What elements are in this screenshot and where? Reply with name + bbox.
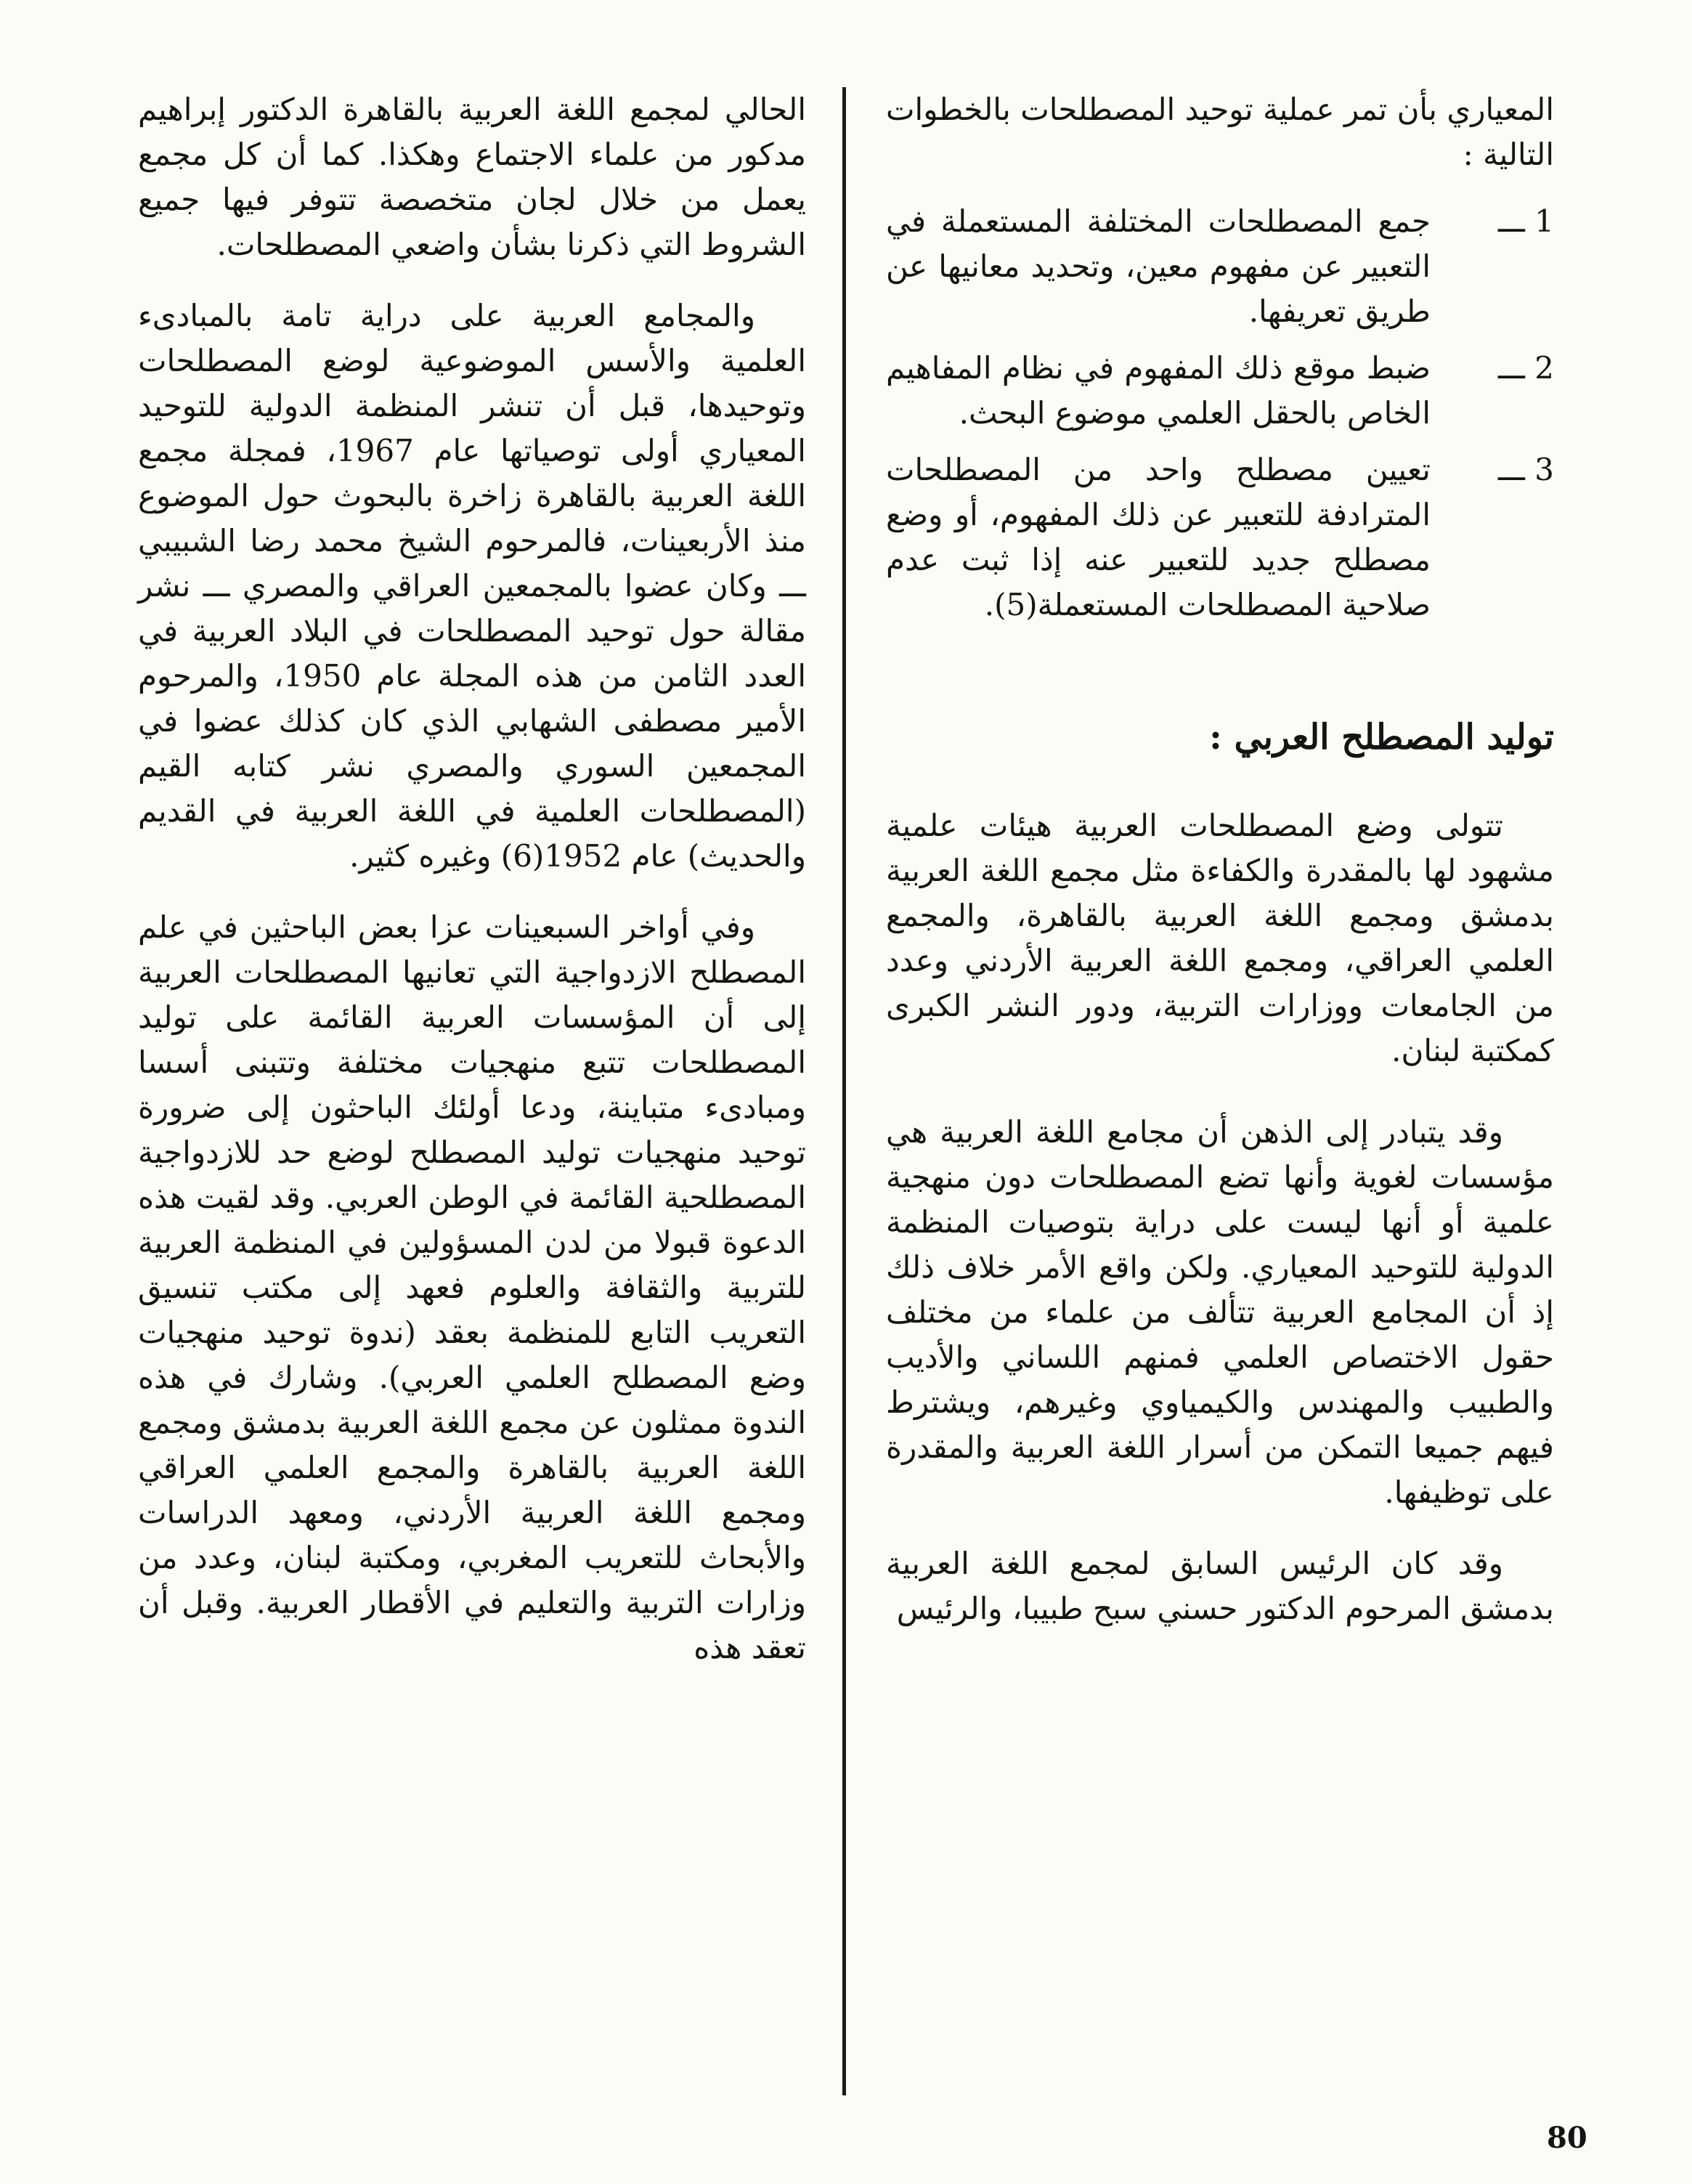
body-paragraph: تتولى وضع المصطلحات العربية هيئات علمية مشهود لها بالمقدرة والكفاءة مثل مجمع اللغة العربية بدمشق ومجمع اللغة العربية بالقاهرة، والمجمع العلمي العراقي، ومجمع اللغة العربية الأردني وعدد من الجامعات ووزارات التربية، ودور النشر الكبرى كمكتبة لبنان.: [886, 808, 1554, 1068]
list-item: [886, 199, 1554, 334]
intro-paragraph: المعياري بأن تمر عملية توحيد المصطلحات بالخطوات التالية :: [886, 92, 1554, 172]
body-paragraph: وقد كان الرئيس السابق لمجمع اللغة العربية بدمشق المرحوم الدكتور حسني سبح طبيبا، والرئيس: [886, 1546, 1554, 1626]
step-text: جمع المصطلحات المختلفة المستعملة في التعبير عن مفهوم معين، وتحديد معانيها عن طريق تعريفها.: [886, 203, 1431, 329]
right-column: [886, 87, 1554, 1631]
list-item: [886, 447, 1554, 628]
body-paragraph: الحالي لمجمع اللغة العربية بالقاهرة الدكتور إبراهيم مدكور من علماء الاجتماع وهكذا. كما أن كل مجمع يعمل من خلال لجان متخصصة تتوفر فيها جميع الشروط التي ذكرنا بشأن واضعي المصطلحات.: [138, 92, 806, 262]
page-number: 80: [1547, 2121, 1587, 2155]
step-text: تعيين مصطلح واحد من المصطلحات المترادفة للتعبير عن ذلك المفهوم، أو وضع مصطلح جديد للتعبير عنه إذا ثبت عدم صلاحية المصطلحات المستعملة(5).: [886, 452, 1431, 622]
step-number: 3 ـــ: [1498, 452, 1554, 487]
section-heading: توليد المصطلح العربي :: [1209, 717, 1554, 758]
step-number: 1 ـــ: [1498, 203, 1554, 239]
body-paragraph: وفي أواخر السبعينات عزا بعض الباحثين في علم المصطلح الازدواجية التي تعانيها المصطلحات العربية إلى أن المؤسسات العربية القائمة على توليد المصطلحات تتبع منهجيات مختلفة وتتبنى أسسا ومبادىء متباينة، ودعا أولئك الباحثون إلى ضرورة توحيد منهجيات توليد المصطلح لوضع حد للازدواجية المصطلحية القائمة في الوطن العربي. وقد لقيت هذه الدعوة قبولا من لدن المسؤولين في المنظمة العربية للتربية والثقافة والعلوم فعهد إلى مكتب تنسيق التعريب التابع للمنظمة بعقد (ندوة توحيد منهجيات وضع المصطلح العلمي العربي). وشارك في هذه الندوة ممثلون عن مجمع اللغة العربية بدمشق ومجمع اللغة العربية بالقاهرة والمجمع العلمي العراقي ومجمع اللغة العربية الأردني، ومعهد الدراسات والأبحاث للتعريب المغربي، ومكتبة لبنان، وعدد من وزارات التربية والتعليم في الأقطار العربية. وقبل أن تعقد هذه: [138, 909, 807, 1665]
left-column: [138, 87, 806, 1671]
step-text: ضبط موقع ذلك المفهوم في نظام المفاهيم الخاص بالحقل العلمي موضوع البحث.: [886, 350, 1431, 431]
list-item: [886, 346, 1554, 436]
column-divider: [842, 87, 846, 2095]
step-number: 2 ـــ: [1498, 350, 1554, 386]
body-paragraph: والمجامع العربية على دراية تامة بالمبادىء العلمية والأسس الموضوعية لوضع المصطلحات وتوحيدها، قبل أن تنشر المنظمة الدولية للتوحيد المعياري أولى توصياتها عام 1967، فمجلة مجمع اللغة العربية بالقاهرة زاخرة بالبحوث حول الموضوع منذ الأربعينات، فالمرحوم الشيخ محمد رضا الشبيبي ـــ وكان عضوا بالمجمعين العراقي والمصري ـــ نشر مقالة حول توحيد المصطلحات في البلاد العربية في العدد الثامن من هذه المجلة عام 1950، والمرحوم الأمير مصطفى الشهابي الذي كان كذلك عضوا في المجمعين السوري والمصري نشر كتابه القيم (المصطلحات العلمية في اللغة العربية في القديم والحديث) عام 1952(6) وغيره كثير.: [138, 298, 806, 874]
steps-list: [886, 199, 1554, 628]
body-paragraph: وقد يتبادر إلى الذهن أن مجامع اللغة العربية هي مؤسسات لغوية وأنها تضع المصطلحات دون منهجية علمية أو أنها ليست على دراية بتوصيات المنظمة الدولية للتوحيد المعياري. ولكن واقع الأمر خلاف ذلك إذ أن المجامع العربية تتألف من علماء من مختلف حقول الاختصاص العلمي فمنهم اللساني والأديب والطبيب والمهندس والكيمياوي وغيرهم، ويشترط فيهم جميعا التمكن من أسرار اللغة العربية والمقدرة على توظيفها.: [886, 1114, 1555, 1510]
